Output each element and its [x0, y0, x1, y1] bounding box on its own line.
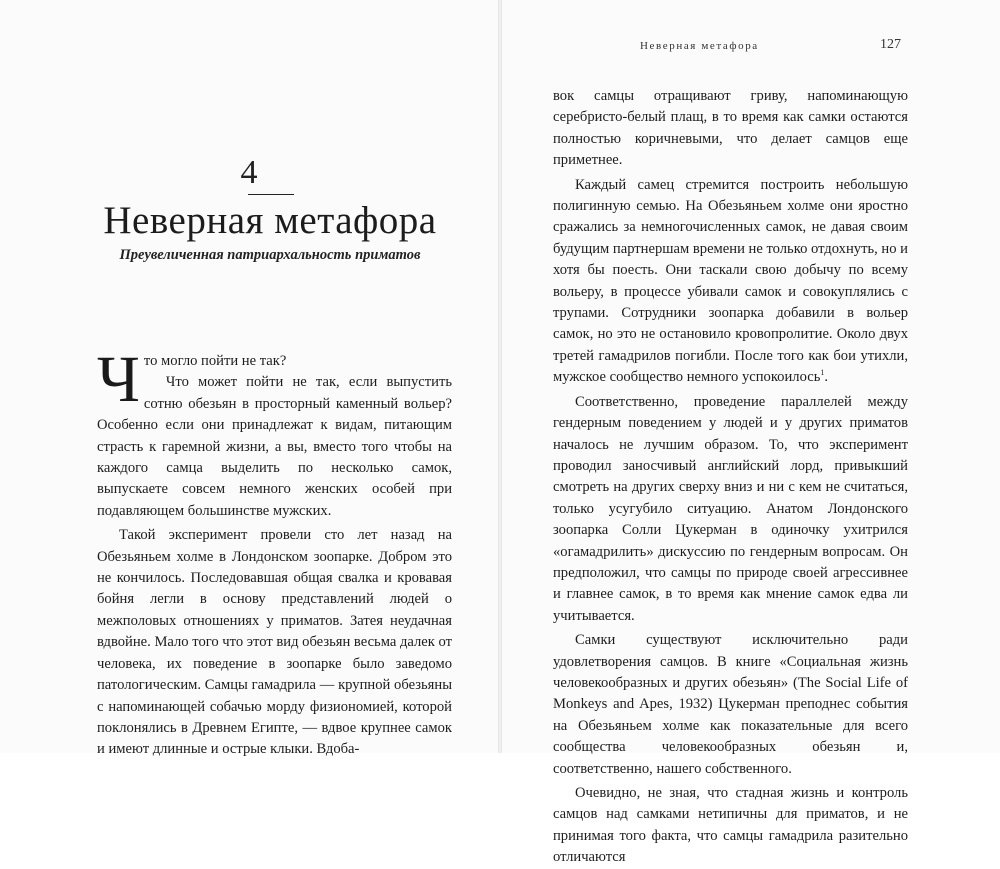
running-head: Неверная метафора: [640, 40, 759, 52]
paragraph: Каждый самец стремится построить небольшую полигинную семью. На Обезьяньем холме они яростно сражались за немногочисленных самок, не давая своим будущим партнершам времени не только отдохнуть, но и хотя бы поесть. Они таскали свою добычу по всему вольеру, в процессе убивали самок и совокуплялись с трупами. Сотрудники зоопарка добавили в вольер самок, но это не остановило кровопролитие. Около двух третей гамадрилов погибли. После того как бои утихли, мужское сообщество немного успокоилось$^1$.: [553, 176, 908, 386]
left-body-text: [97, 343, 452, 761]
chapter-number: 4: [240, 154, 258, 191]
chapter-number-rule: [248, 194, 294, 195]
paragraph: Самки существуют исключительно ради удовлетворения самцов. В книге «Социальная жизнь человекообразных и других обезьян» (The Social Life of Monkeys and Apes, 1932) Цукерман преподнес события на Обезьяньем холме как показательные для всего сообщества человекообразных обезьян и, соответственно, нашего собственного.: [553, 632, 908, 777]
paragraph: вок самцы отращивают гриву, напоминающую серебристо-белый плащ, в то время как самки остаются полностью коричневыми, что делает самцов еще приметнее.: [553, 88, 908, 169]
right-body-text: [553, 86, 908, 869]
paragraph: Соответственно, проведение параллелей между гендерным поведением у людей и у других приматов началось не лучшим образом. То, что эксперимент проводил заносчивый английский лорд, привыкший смотреть на других сверху вниз и ни с кем не считаться, только усугубило ситуацию. Анатом Лондонского зоопарка Солли Цукерман в одиночку ухитрился «огамадрилить» дискуссию по гендерным вопросам. Он предположил, что самцы по природе своей агрессивнее и главнее самок, в то время как мнение самок едва ли учитывается.: [553, 393, 908, 624]
drop-cap: Ч: [97, 343, 140, 416]
paragraph-text: Каждый самец стремится построить небольшую полигинную семью. На Обезьяньем холме они яростно сражались за немногочисленных самок, не давая своим будущим партнершам времени не только отдохнуть, но и хотя бы поесть. Они таскали свою добычу по всему вольеру, в процессе убивали самок и совокуплялись с трупами. Сотрудники зоопарка добавили в вольер самок, но это не остановило кровопролитие. Около двух третей гамадрилов погибли. После того как бои утихли, мужское сообщество немного успокоилось: [553, 176, 908, 386]
left-page: [0, 0, 498, 758]
chapter-title: Неверная метафора: [103, 199, 437, 242]
paragraph: Что может пойти не так, если выпустить сотню обезьян в просторный каменный вольер? Особенно если они принадлежат к видам, питающим страсть к гаремной жизни, а вы, вместо того чтобы на каждого самца выделить по несколько самок, выпускаете совсем немного женских особей при подавляющем большинстве мужских.: [97, 374, 452, 519]
paragraph: Такой эксперимент провели сто лет назад на Обезьяньем холме в Лондонском зоопарке. Добром это не кончилось. Последовавшая общая свалка и кровавая бойня легли в основу представлений людей о межполовых отношениях у приматов. Затея неудачная вдвойне. Мало того что этот вид обезьян весьма далек от человека, их поведение в зоопарке было заведомо патологическим. Самцы гамадрила — крупной обезьяны с напоминающей собачью морду физиономией, которой поклонялись в Древнем Египте, — вдвое крупнее самок и имеют длинные и острые клыки. Вдоба-: [97, 527, 452, 758]
chapter-subtitle: Преувеличенная патриархальность приматов: [119, 247, 421, 263]
paragraph: Очевидно, не зная, что стадная жизнь и контроль самцов над самками нетипичны для приматов, и не принимая того факта, что самцы гамадрила разительно отличаются: [553, 785, 908, 866]
paragraph: то могло пойти не так?: [143, 353, 287, 369]
page-number: 127: [880, 37, 901, 52]
footnote-mark: 1: [820, 368, 825, 378]
